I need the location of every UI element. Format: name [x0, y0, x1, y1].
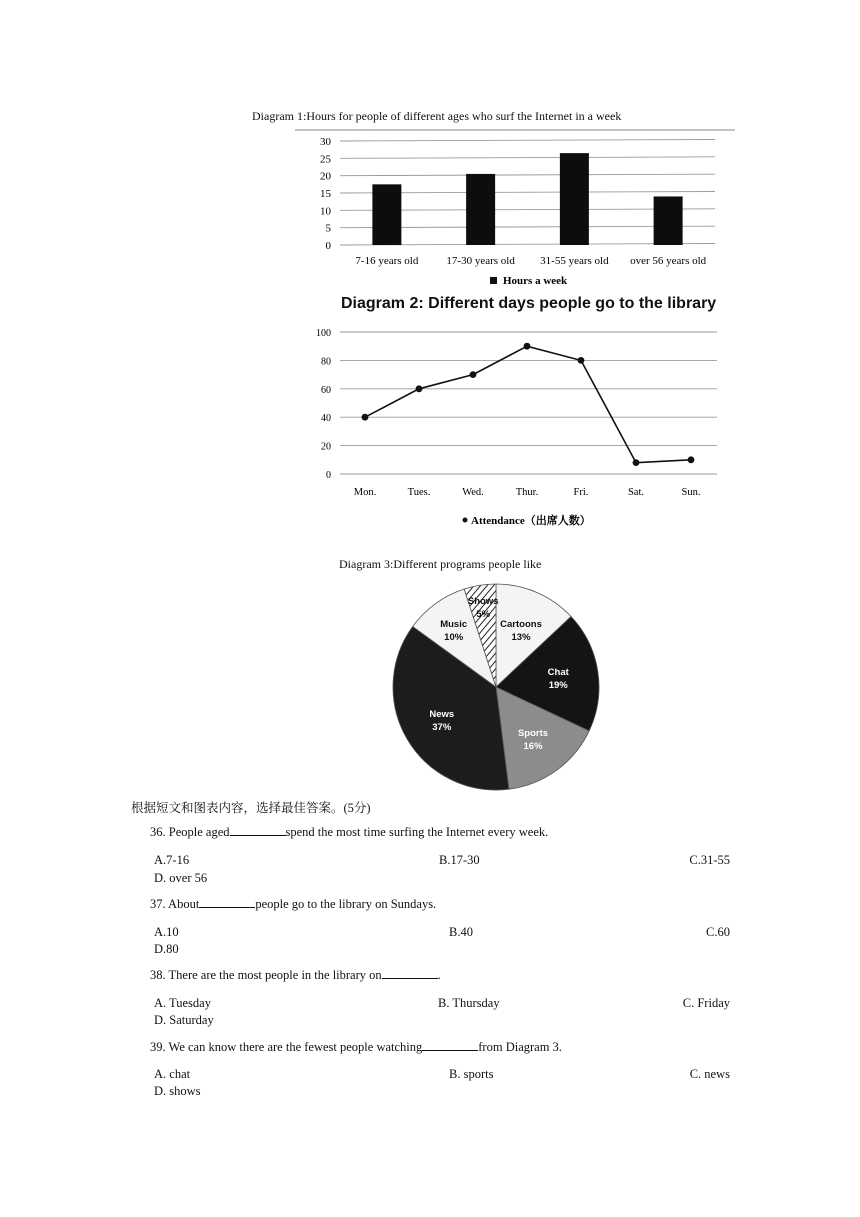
y-tick-label: 60: [321, 384, 331, 396]
option-d[interactable]: D. over 56: [154, 871, 208, 885]
y-tick-label: 100: [316, 328, 331, 339]
option-d[interactable]: D. shows: [154, 1084, 201, 1098]
bar: [466, 174, 495, 245]
data-point: [688, 456, 695, 463]
answer-blank[interactable]: [199, 906, 255, 908]
option-d[interactable]: D.80: [154, 942, 179, 956]
bar: [372, 184, 401, 245]
option-b[interactable]: B. Thursday: [438, 996, 500, 1010]
y-tick-label: 30: [320, 136, 331, 148]
question-text: 39. We can know there are the fewest people watching: [150, 1040, 423, 1054]
data-point: [578, 357, 585, 364]
x-tick-label: Fri.: [573, 487, 589, 498]
y-tick-label: 80: [321, 356, 331, 368]
data-point: [416, 385, 423, 392]
answer-blank[interactable]: [230, 834, 286, 836]
slice-percent: 37%: [432, 722, 452, 734]
diagram1-caption: Diagram 1:Hours for people of different ages who surf the Internet in a week: [252, 109, 622, 123]
y-tick-label: 40: [321, 413, 331, 425]
bar: [560, 153, 589, 245]
slice-label: News: [429, 709, 455, 721]
option-a[interactable]: A.7-16: [154, 853, 190, 867]
y-tick-label: 0: [325, 240, 331, 252]
y-tick-label: 15: [320, 188, 331, 200]
option-c[interactable]: C. Friday: [682, 996, 730, 1010]
question-text: 38. There are the most people in the library on: [150, 968, 382, 982]
diagram2-title: Diagram 2: Different days people go to the library: [341, 295, 717, 312]
diagram1-bar-chart: [295, 128, 735, 292]
x-tick-label: over 56 years old: [630, 255, 707, 267]
x-tick-label: 17-30 years old: [446, 255, 515, 267]
x-tick-label: Thur.: [515, 487, 539, 498]
legend-label: Attendance（出席人数）: [471, 515, 591, 527]
x-tick-label: Tues.: [407, 487, 431, 498]
diagram2-line-chart: [305, 322, 725, 534]
x-tick-label: Sat.: [627, 487, 645, 498]
question-text: 36. People aged: [150, 825, 230, 839]
question-text: 37. About: [150, 897, 200, 911]
diagram3-caption: Diagram 3:Different programs people like: [339, 557, 542, 571]
slice-percent: 13%: [511, 632, 531, 644]
question-text: .: [437, 968, 441, 982]
legend-label: Hours a week: [503, 275, 568, 287]
answer-blank[interactable]: [382, 977, 438, 979]
y-tick-label: 20: [320, 170, 331, 183]
question-text: people go to the library on Sundays.: [255, 897, 437, 911]
option-c[interactable]: C. news: [689, 1067, 730, 1081]
x-tick-label: 31-55 years old: [540, 255, 609, 267]
option-a[interactable]: A. chat: [154, 1067, 191, 1081]
y-tick-label: 0: [326, 470, 331, 481]
slice-label: Cartoons: [500, 619, 542, 631]
question-text: from Diagram 3.: [478, 1040, 562, 1054]
x-tick-label: Wed.: [462, 487, 484, 498]
x-tick-label: Mon.: [353, 487, 377, 498]
data-point: [633, 459, 640, 466]
x-tick-label: 7-16 years old: [355, 255, 419, 267]
slice-label: Chat: [547, 667, 569, 679]
question-36: [150, 825, 548, 840]
option-b[interactable]: B.40: [449, 925, 473, 939]
gridline: [340, 157, 715, 159]
gridline: [340, 174, 715, 176]
option-a[interactable]: A.10: [154, 925, 179, 939]
y-tick-label: 25: [320, 153, 331, 166]
answer-blank[interactable]: [422, 1049, 478, 1051]
gridline: [340, 140, 715, 142]
y-tick-label: 5: [325, 222, 331, 235]
slice-label: Shows: [467, 596, 499, 608]
data-point: [470, 371, 477, 378]
slice-label: Music: [440, 618, 468, 630]
question-38: [150, 968, 441, 983]
question-text: spend the most time surfing the Internet every week.: [285, 825, 549, 839]
bar: [654, 196, 683, 245]
y-tick-label: 10: [320, 205, 331, 218]
legend-swatch: [490, 277, 497, 284]
y-tick-label: 20: [321, 441, 331, 453]
slice-label: Sports: [517, 727, 549, 739]
option-c[interactable]: C.60: [706, 925, 730, 939]
legend-marker: [463, 518, 468, 523]
x-tick-label: Sun.: [681, 487, 701, 498]
question-37: [150, 897, 436, 912]
instructions: 根据短文和图表内容，选择最佳答案。(5分): [131, 801, 371, 815]
option-d[interactable]: D. Saturday: [154, 1013, 214, 1027]
option-a[interactable]: A. Tuesday: [154, 996, 211, 1010]
option-b[interactable]: B.17-30: [439, 853, 480, 867]
question-39: [150, 1040, 562, 1055]
data-point: [524, 343, 531, 350]
option-c[interactable]: C.31-55: [689, 853, 730, 867]
data-point: [362, 414, 369, 421]
slice-percent: 5%: [476, 609, 491, 621]
slice-percent: 16%: [523, 740, 543, 752]
diagram3-pie-chart: [385, 582, 605, 794]
slice-percent: 10%: [444, 631, 464, 643]
slice-percent: 19%: [548, 680, 568, 692]
option-b[interactable]: B. sports: [449, 1067, 494, 1081]
